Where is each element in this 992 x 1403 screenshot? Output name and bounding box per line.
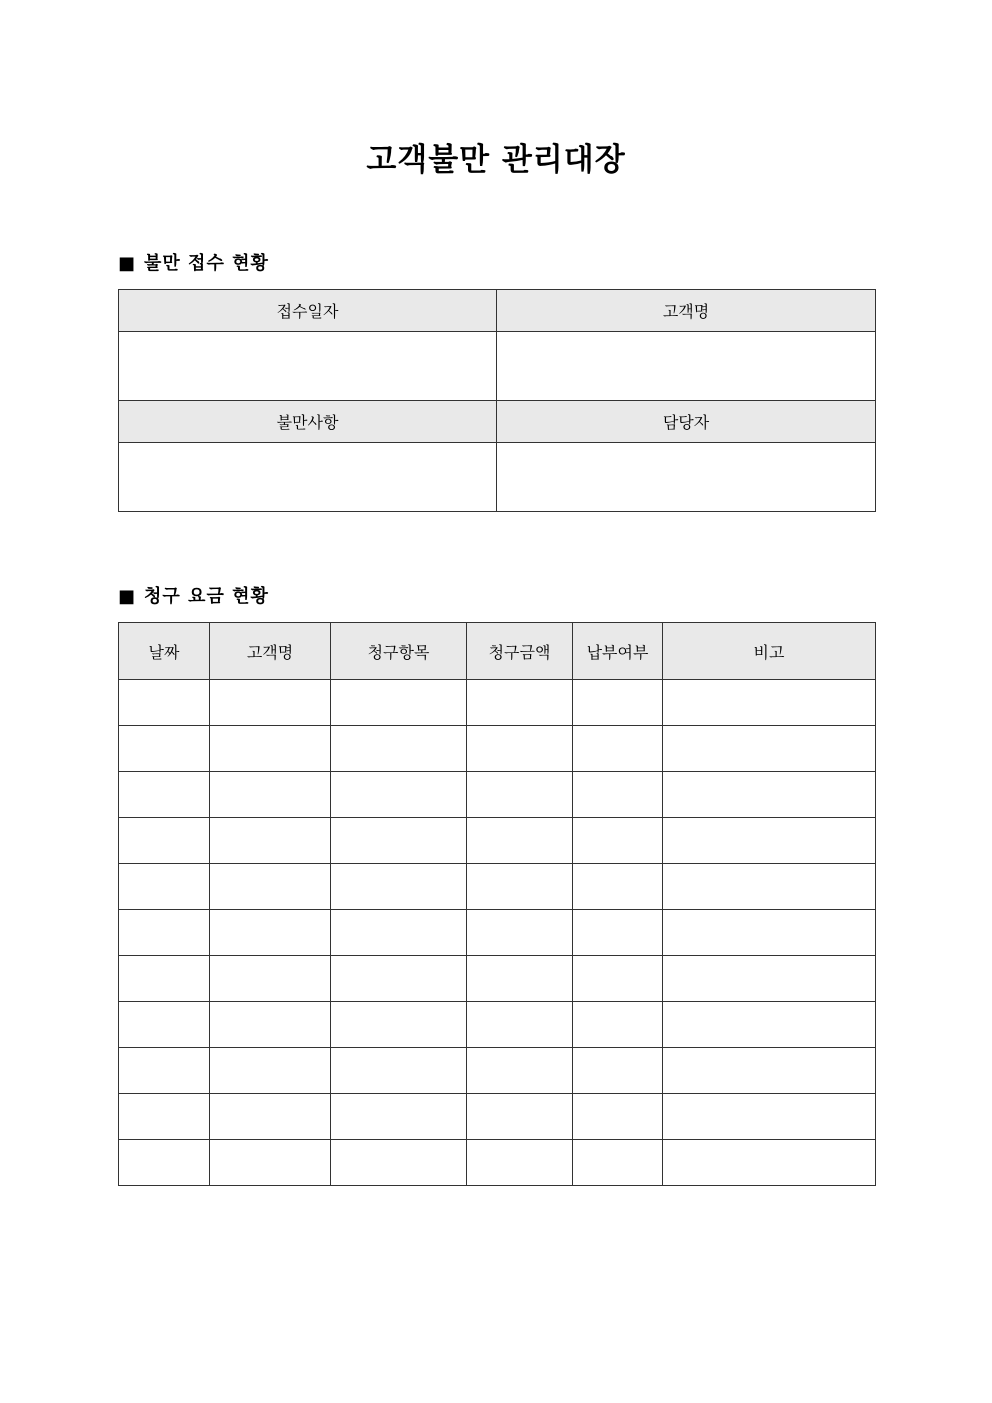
billing-amount-cell[interactable] [467,1048,573,1094]
date-cell[interactable] [119,910,210,956]
customer-name-column-header: 고객명 [210,623,331,680]
payment-status-cell[interactable] [573,818,663,864]
remarks-cell[interactable] [663,864,876,910]
date-cell[interactable] [119,1002,210,1048]
date-cell[interactable] [119,680,210,726]
square-bullet-icon: ■ [118,586,137,607]
payment-status-cell[interactable] [573,1094,663,1140]
complaint-table [118,289,876,512]
customer-name-cell[interactable] [210,1048,331,1094]
square-bullet-icon: ■ [118,253,137,274]
payment-status-cell[interactable] [573,910,663,956]
complaint-cell[interactable] [119,443,497,512]
customer-name-cell[interactable] [210,956,331,1002]
billing-amount-cell[interactable] [467,772,573,818]
receipt-date-cell[interactable] [119,332,497,401]
billing-item-cell[interactable] [331,680,467,726]
date-cell[interactable] [119,864,210,910]
table-row [119,1002,876,1048]
payment-status-cell[interactable] [573,680,663,726]
customer-name-cell[interactable] [210,680,331,726]
date-column-header: 날짜 [119,623,210,680]
complaint-section-title: 불만 접수 현황 [144,253,269,274]
table-header-row [119,623,876,680]
remarks-cell[interactable] [663,1048,876,1094]
billing-item-cell[interactable] [331,956,467,1002]
customer-name-cell[interactable] [210,864,331,910]
billing-section-heading [118,585,269,609]
billing-amount-cell[interactable] [467,910,573,956]
table-row [119,680,876,726]
billing-item-cell[interactable] [331,1002,467,1048]
table-row [119,726,876,772]
billing-table [118,622,876,1186]
billing-item-cell[interactable] [331,818,467,864]
payment-status-cell[interactable] [573,1002,663,1048]
table-row [119,1048,876,1094]
payment-status-cell[interactable] [573,1140,663,1186]
table-row [119,1094,876,1140]
billing-item-cell[interactable] [331,1140,467,1186]
table-row [119,910,876,956]
staff-header: 담당자 [497,401,876,443]
customer-name-header: 고객명 [497,290,876,332]
payment-status-cell[interactable] [573,1048,663,1094]
payment-status-column-header: 납부여부 [573,623,663,680]
customer-name-cell[interactable] [210,1002,331,1048]
date-cell[interactable] [119,726,210,772]
payment-status-cell[interactable] [573,956,663,1002]
table-row [119,332,876,401]
customer-name-cell[interactable] [210,1094,331,1140]
billing-amount-cell[interactable] [467,1094,573,1140]
billing-item-cell[interactable] [331,726,467,772]
billing-amount-column-header: 청구금액 [467,623,573,680]
remarks-cell[interactable] [663,956,876,1002]
customer-name-cell[interactable] [210,910,331,956]
table-row [119,1140,876,1186]
payment-status-cell[interactable] [573,772,663,818]
billing-amount-cell[interactable] [467,680,573,726]
remarks-cell[interactable] [663,726,876,772]
date-cell[interactable] [119,1048,210,1094]
remarks-cell[interactable] [663,1140,876,1186]
billing-item-cell[interactable] [331,864,467,910]
date-cell[interactable] [119,772,210,818]
billing-amount-cell[interactable] [467,726,573,772]
remarks-cell[interactable] [663,818,876,864]
complaint-section-heading [118,252,269,276]
customer-name-cell[interactable] [210,1140,331,1186]
date-cell[interactable] [119,956,210,1002]
remarks-cell[interactable] [663,1094,876,1140]
document-title: 고객불만 관리대장 [366,142,626,178]
billing-amount-cell[interactable] [467,1140,573,1186]
table-row [119,818,876,864]
payment-status-cell[interactable] [573,726,663,772]
remarks-cell[interactable] [663,772,876,818]
customer-name-cell[interactable] [210,772,331,818]
remarks-column-header: 비고 [663,623,876,680]
billing-amount-cell[interactable] [467,956,573,1002]
complaint-header: 불만사항 [119,401,497,443]
remarks-cell[interactable] [663,1002,876,1048]
staff-cell[interactable] [497,443,876,512]
table-row [119,772,876,818]
billing-amount-cell[interactable] [467,864,573,910]
table-row [119,443,876,512]
customer-name-cell[interactable] [210,818,331,864]
remarks-cell[interactable] [663,680,876,726]
billing-amount-cell[interactable] [467,1002,573,1048]
date-cell[interactable] [119,1140,210,1186]
receipt-date-header: 접수일자 [119,290,497,332]
billing-section-title: 청구 요금 현황 [144,586,269,607]
table-row [119,864,876,910]
remarks-cell[interactable] [663,910,876,956]
table-header-row [119,401,876,443]
payment-status-cell[interactable] [573,864,663,910]
customer-name-cell[interactable] [210,726,331,772]
billing-table-body [119,680,876,1186]
billing-item-cell[interactable] [331,1048,467,1094]
billing-item-cell[interactable] [331,910,467,956]
date-cell[interactable] [119,1094,210,1140]
billing-amount-cell[interactable] [467,818,573,864]
billing-item-cell[interactable] [331,1094,467,1140]
table-row [119,956,876,1002]
customer-name-cell[interactable] [497,332,876,401]
billing-item-column-header: 청구항목 [331,623,467,680]
billing-item-cell[interactable] [331,772,467,818]
table-header-row [119,290,876,332]
date-cell[interactable] [119,818,210,864]
